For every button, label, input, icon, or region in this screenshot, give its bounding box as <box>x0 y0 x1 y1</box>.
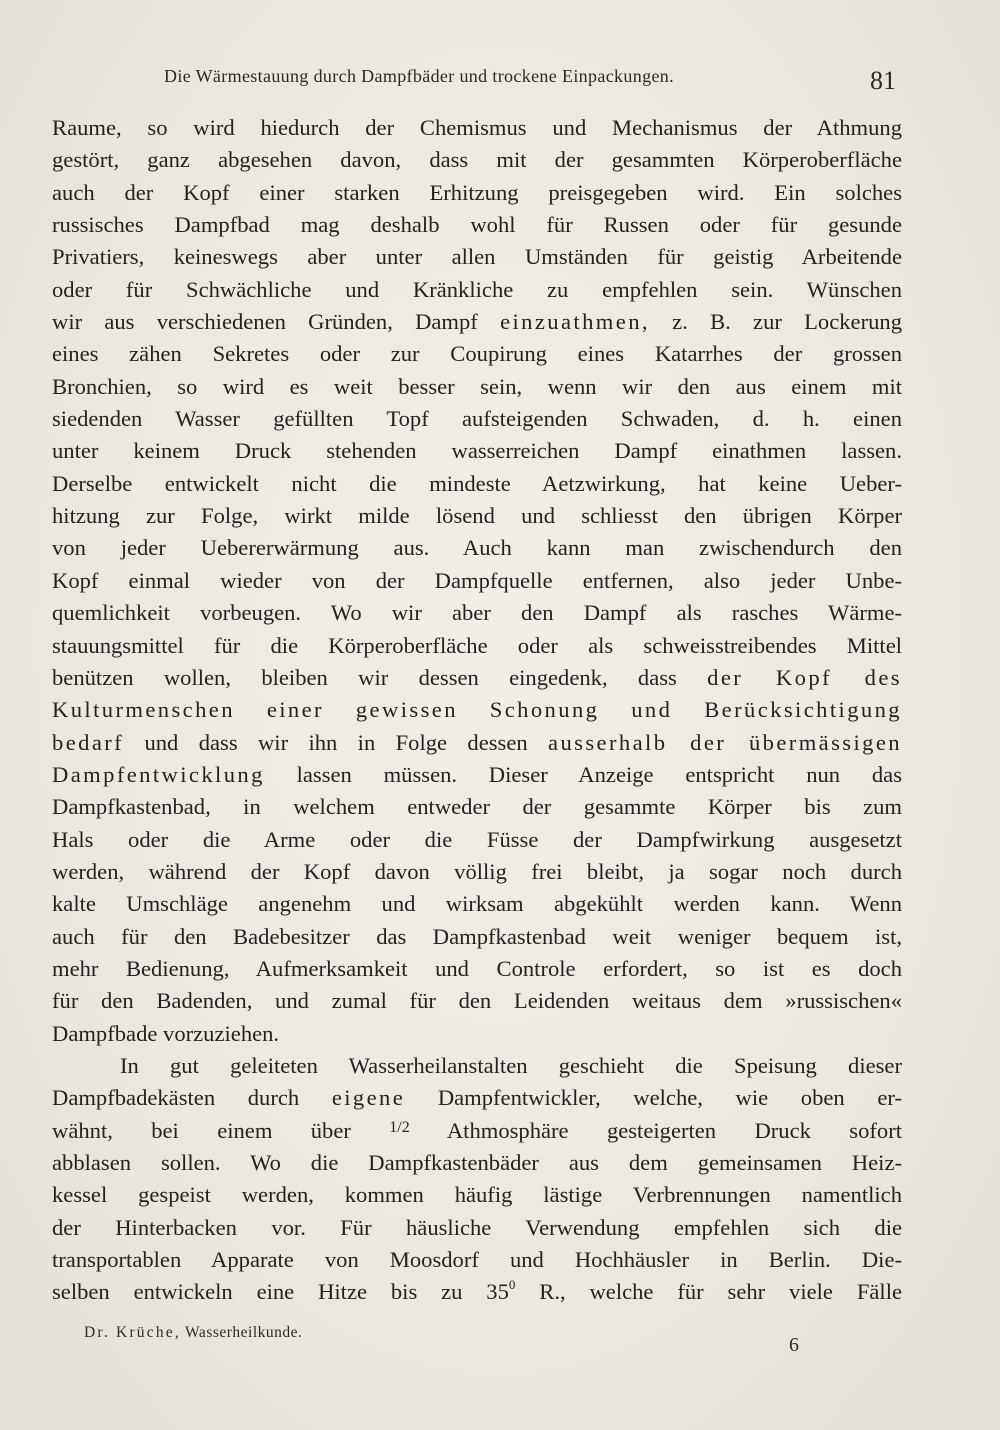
text-line: auch der Kopf einer starken Erhitzung preisgegeben wird. Ein solches <box>52 179 902 205</box>
text-line: stauungsmittel für die Körperoberfläche oder als schweisstreibendes Mittel <box>52 632 902 658</box>
emphasis-text: eigene <box>331 1085 406 1111</box>
text-line: oder für Schwächliche und Kränkliche zu empfehlen sein. Wünschen <box>52 276 902 302</box>
text-line: gestört, ganz abgesehen davon, dass mit der gesammten Körperoberfläche <box>52 147 902 173</box>
body-text <box>52 112 902 1309</box>
text-line: russisches Dampfbad mag deshalb wohl für Russen oder für gesunde <box>52 212 902 238</box>
work-title: Wasserheilkunde. <box>180 1324 303 1341</box>
text-line: unter keinem Druck stehenden wasserreichen Dampf einathmen lassen. <box>52 438 902 464</box>
text-line: Dampfbade vorzuziehen. <box>52 1020 280 1046</box>
text-line: kessel gespeist werden, kommen häufig lästige Verbrennungen namentlich <box>52 1182 902 1208</box>
text-line: für den Badenden, und zumal für den Leidenden weitaus dem »russischen« <box>52 988 902 1014</box>
text-line: selben entwickeln eine Hitze bis zu $35^0$ R., welche für sehr viele Fälle <box>52 1277 902 1305</box>
emphasis-text: Dampfentwicklung <box>52 761 265 787</box>
text-line: kalte Umschläge angenehm und wirksam abgekühlt werden kann. Wenn <box>52 891 902 917</box>
text-line <box>52 694 902 726</box>
text-line: siedenden Wasser gefüllten Topf aufsteigenden Schwaden, d. h. einen <box>52 406 902 432</box>
fraction: 1/2 <box>389 1118 410 1136</box>
text-line: auch für den Badebesitzer das Dampfkastenbad weit weniger bequem ist, <box>52 923 902 949</box>
text-line: Hals oder die Arme oder die Füsse der Dampfwirkung ausgesetzt <box>52 826 902 852</box>
text-line: wähnt, bei einem über 1/2 Athmosphäre gesteigerten Druck sofort <box>52 1115 902 1147</box>
text-line: Privatiers, keineswegs aber unter allen Umständen für geistig Arbeitende <box>52 244 902 270</box>
page-number: 81 <box>870 66 896 95</box>
text-line: transportablen Apparate von Moosdorf und Hochhäusler in Berlin. Die- <box>52 1247 902 1273</box>
text-line: Raume, so wird hiedurch der Chemismus und Mechanismus der Athmung <box>52 115 902 140</box>
text-line: Bronchien, so wird es weit besser sein, wenn wir den aus einem mit <box>52 373 902 399</box>
emphasis-text: Kulturmenschen einer gewissen Schonung und Berücksichtigung <box>52 697 902 723</box>
text-line: mehr Bedienung, Aufmerksamkeit und Controle erfordert, so ist es doch <box>52 955 902 981</box>
text-line: Kopf einmal wieder von der Dampfquelle entfernen, also jeder Unbe- <box>52 567 902 593</box>
text-line: Dampfentwicklung lassen müssen. Dieser Anzeige entspricht nun das <box>52 761 902 787</box>
text-line: In gut geleiteten Wasserheilanstalten geschieht die Speisung dieser <box>120 1052 902 1078</box>
degree-superscript: 0 <box>508 1277 516 1293</box>
emphasis-text: bedarf <box>52 729 125 755</box>
text-line: quemlichkeit vorbeugen. Wo wir aber den Dampf als rasches Wärme- <box>52 600 902 626</box>
text-line: wir aus verschiedenen Gründen, Dampf einzuathmen, z. B. zur Lockerung <box>52 309 902 335</box>
text-line: hitzung zur Folge, wirkt milde lösend und schliesst den übrigen Körper <box>52 503 902 529</box>
footer-author <box>84 1324 302 1342</box>
author-name: Dr. Krüche, <box>84 1324 181 1341</box>
text-line: Dampfbadekästen durch eigene Dampfentwickler, welche, wie oben er- <box>52 1085 902 1111</box>
emphasis-text: der Kopf des <box>707 664 902 690</box>
text-line: werden, während der Kopf davon völlig frei bleibt, ja sogar noch durch <box>52 858 902 884</box>
text-line: abblasen sollen. Wo die Dampfkastenbäder aus dem gemeinsamen Heiz- <box>52 1150 902 1175</box>
emphasis-text: ausserhalb der übermässigen <box>548 729 902 755</box>
emphasis-text: einzuathmen, <box>500 309 650 335</box>
text-line: der Hinterbacken vor. Für häusliche Verwendung empfehlen sich die <box>52 1214 902 1240</box>
text-line: bedarf und dass wir ihn in Folge dessen ausserhalb der übermässigen <box>52 729 902 755</box>
running-title: Die Wärmestauung durch Dampfbäder und trockene Einpackungen. <box>164 66 674 86</box>
text-line: Dampfkastenbad, in welchem entweder der gesammte Körper bis zum <box>52 794 902 820</box>
text-line: benützen wollen, bleiben wir dessen eingedenk, dass der Kopf des <box>52 664 902 690</box>
text-line: eines zähen Sekretes oder zur Coupirung eines Katarrhes der grossen <box>52 341 902 367</box>
text-line: Derselbe entwickelt nicht die mindeste Aetzwirkung, hat keine Ueber- <box>52 470 902 496</box>
text-line: von jeder Uebererwärmung aus. Auch kann man zwischendurch den <box>52 535 902 561</box>
signature-mark: 6 <box>789 1334 799 1356</box>
